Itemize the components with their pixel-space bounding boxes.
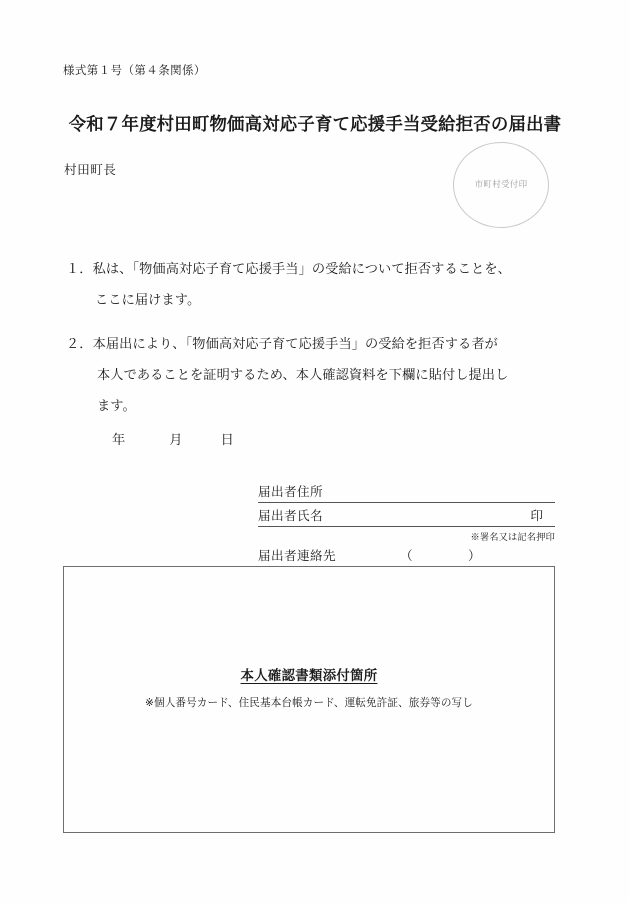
addressee: 村田町長: [64, 163, 117, 177]
name-field-row[interactable]: [258, 503, 555, 527]
attachment-box-heading: 本人確認書類添付箇所: [240, 669, 378, 684]
receipt-seal-circle: [453, 142, 549, 228]
date-month-label: 月: [169, 432, 183, 447]
receipt-seal-label: 市町村受付印: [474, 179, 528, 189]
contact-paren-close: ）: [468, 549, 481, 563]
attachment-box-content: [64, 665, 554, 710]
page-title: 令和７年度村田町物価高対応子育て応援手当受給拒否の届出書: [68, 115, 562, 135]
clause-1-line-2: ここに届けます。: [95, 292, 201, 307]
clause-2-text-1: 本届出により、「物価高対応子育て応援手当」の受給を拒否する者が: [92, 336, 498, 351]
clause-2: [66, 328, 508, 421]
clause-1-text-1: 私は、「物価高対応子育て応援手当」の受給について拒否することを、: [92, 261, 511, 276]
name-field-label: 届出者氏名: [258, 509, 323, 523]
attachment-box-note: ※個人番号カード、住民基本台帳カード、運転免許証、旅券等の写し: [145, 697, 473, 709]
signature-note: ※署名又は記名押印: [470, 532, 555, 542]
contact-field-label: 届出者連絡先: [258, 549, 336, 563]
clause-2-line-3: ます。: [97, 398, 136, 413]
clause-2-number: ２．: [66, 336, 93, 351]
seal-mark: 印: [530, 509, 543, 523]
clause-1-number: １．: [66, 261, 93, 276]
attachment-box[interactable]: [63, 566, 555, 833]
clause-2-line-2: 本人であることを証明するため、本人確認資料を下欄に貼付し提出し: [97, 367, 509, 382]
address-field-row[interactable]: [258, 479, 555, 503]
date-day-label: 日: [220, 432, 234, 447]
form-number: 様式第１号（第４条関係）: [63, 65, 206, 77]
contact-paren-open: （: [400, 549, 413, 563]
address-field-label: 届出者住所: [258, 485, 323, 499]
date-year-label: 年: [112, 432, 126, 447]
clause-2-line-1: [66, 328, 508, 359]
contact-field-row[interactable]: [258, 544, 555, 567]
clause-1: [66, 253, 511, 315]
date-entry-line: [112, 429, 234, 448]
clause-1-line-1: [66, 253, 511, 284]
signature-block: [258, 479, 555, 567]
